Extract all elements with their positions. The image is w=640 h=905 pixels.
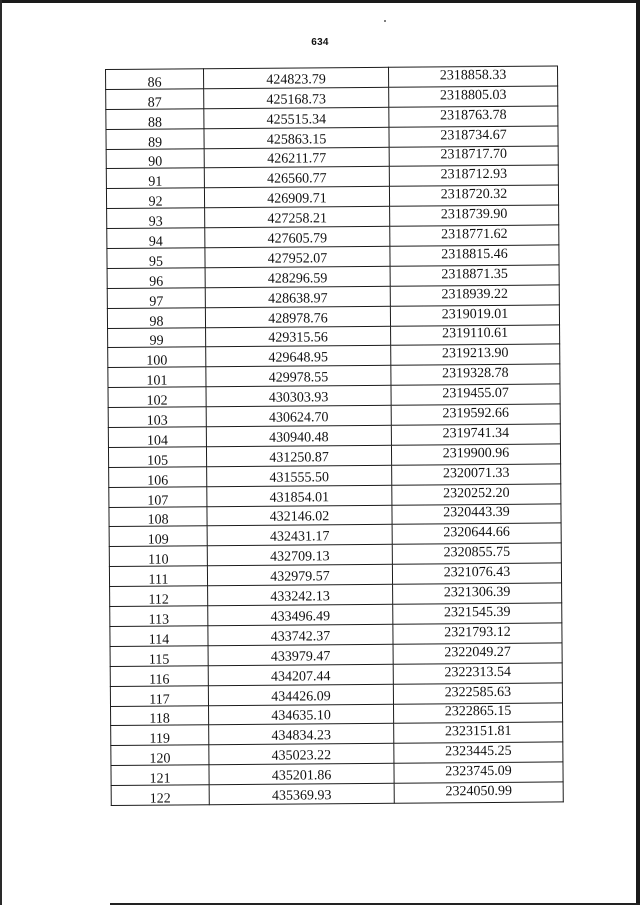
point-number-cell bbox=[107, 208, 205, 229]
cell-text: 431555.50 bbox=[269, 469, 330, 486]
y-coordinate-cell bbox=[391, 444, 560, 465]
x-coordinate-cell bbox=[207, 525, 392, 546]
point-number-cell bbox=[106, 148, 204, 169]
cell-text: 115 bbox=[148, 652, 170, 668]
cell-text: 2318871.35 bbox=[441, 266, 508, 283]
x-coordinate-cell bbox=[205, 207, 390, 228]
y-coordinate-cell bbox=[391, 325, 560, 346]
cell-text: 107 bbox=[147, 493, 169, 509]
point-number-cell bbox=[109, 486, 207, 507]
table-row bbox=[109, 523, 561, 546]
cell-text: 2322049.27 bbox=[444, 644, 511, 661]
y-coordinate-cell bbox=[393, 663, 562, 684]
table-row bbox=[107, 205, 559, 228]
cell-text: 97 bbox=[149, 294, 164, 310]
cell-text: 432146.02 bbox=[269, 509, 330, 526]
point-number-cell bbox=[106, 188, 204, 209]
cell-text: 121 bbox=[149, 771, 171, 787]
cell-text: 2318805.03 bbox=[439, 87, 507, 104]
cell-text: 86 bbox=[147, 75, 162, 91]
cell-text: 104 bbox=[146, 433, 168, 449]
scan-border-top bbox=[0, 0, 640, 3]
cell-text: 2319110.61 bbox=[442, 326, 509, 342]
table-row bbox=[107, 245, 559, 268]
cell-text: 2319019.01 bbox=[441, 306, 509, 322]
cell-text: 2318771.62 bbox=[441, 226, 508, 243]
y-coordinate-cell bbox=[392, 504, 561, 525]
point-number-cell bbox=[111, 745, 209, 766]
y-coordinate-cell bbox=[392, 484, 561, 505]
cell-text: 434207.44 bbox=[270, 668, 331, 685]
cell-text: 98 bbox=[149, 314, 164, 330]
cell-text: 114 bbox=[148, 632, 170, 648]
point-number-cell bbox=[106, 89, 204, 110]
cell-text: 116 bbox=[148, 672, 170, 688]
cell-text: 95 bbox=[148, 254, 164, 270]
y-coordinate-cell bbox=[392, 523, 561, 544]
cell-text: 431854.01 bbox=[269, 489, 330, 506]
y-coordinate-cell bbox=[391, 404, 560, 425]
table-row bbox=[108, 444, 560, 467]
cell-text: 435023.22 bbox=[271, 748, 332, 764]
y-coordinate-cell bbox=[393, 702, 562, 723]
point-number-cell bbox=[108, 447, 206, 468]
cell-text: 2318939.22 bbox=[441, 286, 509, 303]
cell-text: 2318734.67 bbox=[440, 127, 507, 143]
cell-text: 108 bbox=[147, 512, 169, 529]
cell-text: 2318858.33 bbox=[439, 67, 507, 84]
x-coordinate-cell bbox=[206, 366, 391, 387]
cell-text: 2323151.81 bbox=[444, 724, 512, 740]
x-coordinate-cell bbox=[204, 147, 389, 168]
scan-border-left bbox=[0, 0, 2, 905]
cell-text: 2322313.54 bbox=[444, 664, 512, 680]
point-number-cell bbox=[108, 387, 206, 408]
cell-text: 2318712.93 bbox=[440, 167, 508, 183]
table-row bbox=[110, 643, 562, 666]
cell-text: 429648.95 bbox=[268, 350, 329, 367]
x-coordinate-cell bbox=[204, 127, 389, 148]
point-number-cell bbox=[111, 765, 209, 786]
x-coordinate-cell bbox=[208, 624, 393, 645]
cell-text: 435369.93 bbox=[271, 788, 332, 804]
cell-text: 425168.73 bbox=[266, 92, 327, 108]
point-number-cell bbox=[109, 506, 207, 527]
scan-border-right bbox=[636, 0, 640, 905]
cell-text: 102 bbox=[146, 393, 168, 409]
x-coordinate-cell bbox=[204, 167, 389, 188]
x-coordinate-cell bbox=[204, 87, 389, 108]
cell-text: 428296.59 bbox=[267, 271, 328, 287]
cell-text: 434426.09 bbox=[271, 688, 331, 705]
x-coordinate-cell bbox=[208, 664, 393, 685]
x-coordinate-cell bbox=[207, 545, 392, 566]
y-coordinate-cell bbox=[389, 86, 558, 107]
cell-text: 2322865.15 bbox=[444, 704, 512, 720]
cell-text: 2319213.90 bbox=[441, 346, 509, 362]
table-row bbox=[107, 285, 559, 308]
table-row bbox=[106, 106, 558, 129]
y-coordinate-cell bbox=[393, 603, 562, 624]
x-coordinate-cell bbox=[205, 286, 390, 307]
x-coordinate-cell bbox=[206, 445, 391, 466]
cell-text: 2320252.20 bbox=[443, 485, 510, 501]
x-coordinate-cell bbox=[209, 724, 394, 745]
cell-text: 118 bbox=[149, 711, 170, 728]
point-number-cell bbox=[111, 785, 209, 806]
y-coordinate-cell bbox=[389, 126, 558, 147]
point-number-cell bbox=[109, 467, 207, 488]
table-row bbox=[111, 702, 563, 725]
point-number-cell bbox=[110, 646, 208, 667]
cell-text: 93 bbox=[148, 214, 163, 230]
table-row bbox=[110, 623, 562, 646]
point-number-cell bbox=[107, 268, 205, 289]
cell-text: 431250.87 bbox=[269, 450, 329, 466]
x-coordinate-cell bbox=[208, 704, 393, 725]
table-row bbox=[106, 126, 558, 149]
point-number-cell bbox=[110, 685, 208, 706]
cell-text: 430940.48 bbox=[269, 430, 329, 446]
cell-text: 94 bbox=[148, 234, 163, 250]
cell-text: 2324050.99 bbox=[445, 783, 512, 800]
point-number-cell bbox=[108, 407, 206, 428]
table-row bbox=[110, 603, 562, 626]
y-coordinate-cell bbox=[391, 364, 560, 385]
point-number-cell bbox=[109, 526, 207, 547]
cell-text: 87 bbox=[147, 95, 162, 111]
x-coordinate-cell bbox=[207, 465, 392, 486]
table-row bbox=[111, 722, 563, 745]
coordinate-table-container bbox=[105, 65, 562, 805]
point-number-cell bbox=[107, 248, 205, 269]
cell-text: 2319455.07 bbox=[442, 385, 509, 402]
cell-text: 89 bbox=[148, 135, 163, 151]
cell-text: 122 bbox=[149, 791, 171, 807]
cell-text: 430303.93 bbox=[268, 390, 329, 406]
y-coordinate-cell bbox=[392, 543, 561, 564]
cell-text: 429978.55 bbox=[268, 370, 329, 386]
point-number-cell bbox=[111, 705, 209, 726]
cell-text: 426211.77 bbox=[267, 151, 327, 168]
point-number-cell bbox=[107, 228, 205, 249]
cell-text: 428978.76 bbox=[268, 310, 328, 327]
cell-text: 105 bbox=[147, 453, 169, 469]
y-coordinate-cell bbox=[394, 722, 563, 743]
cell-text: 92 bbox=[148, 194, 163, 210]
table-row bbox=[110, 583, 562, 606]
table-row bbox=[106, 165, 558, 188]
y-coordinate-cell bbox=[393, 643, 562, 664]
table-row bbox=[107, 265, 559, 288]
y-coordinate-cell bbox=[389, 165, 558, 186]
cell-text: 2319328.78 bbox=[442, 366, 509, 382]
cell-text: 2321793.12 bbox=[444, 624, 511, 641]
point-number-cell bbox=[106, 69, 204, 90]
y-coordinate-cell bbox=[391, 424, 560, 445]
cell-text: 425515.34 bbox=[266, 111, 327, 128]
table-row bbox=[110, 683, 562, 706]
table-body bbox=[106, 66, 564, 805]
y-coordinate-cell bbox=[391, 344, 560, 365]
cell-text: 432979.57 bbox=[270, 569, 330, 585]
point-number-cell bbox=[107, 288, 205, 309]
cell-text: 427952.07 bbox=[267, 251, 328, 267]
x-coordinate-cell bbox=[209, 763, 394, 784]
table-row bbox=[109, 563, 561, 586]
point-number-cell bbox=[108, 367, 206, 388]
y-coordinate-cell bbox=[389, 146, 558, 167]
x-coordinate-cell bbox=[207, 565, 392, 586]
y-coordinate-cell bbox=[388, 66, 557, 87]
x-coordinate-cell bbox=[206, 425, 391, 446]
cell-text: 433979.47 bbox=[270, 648, 331, 665]
y-coordinate-cell bbox=[394, 782, 563, 803]
cell-text: 2318739.90 bbox=[440, 206, 508, 223]
x-coordinate-cell bbox=[208, 584, 393, 605]
x-coordinate-cell bbox=[204, 67, 389, 88]
table-row bbox=[106, 86, 558, 109]
cell-text: 433742.37 bbox=[270, 629, 331, 645]
cell-text: 424823.79 bbox=[266, 72, 326, 88]
table-row bbox=[109, 543, 561, 566]
point-number-cell bbox=[110, 606, 208, 627]
y-coordinate-cell bbox=[393, 683, 562, 704]
cell-text: 90 bbox=[148, 155, 163, 171]
y-coordinate-cell bbox=[390, 285, 559, 306]
cell-text: 2319741.34 bbox=[442, 425, 510, 442]
cell-text: 2320443.39 bbox=[443, 505, 510, 521]
y-coordinate-cell bbox=[390, 205, 559, 226]
table-row bbox=[106, 66, 558, 89]
table-row bbox=[109, 484, 561, 507]
y-coordinate-cell bbox=[393, 623, 562, 644]
cell-text: 111 bbox=[148, 572, 169, 588]
table-row bbox=[108, 325, 560, 348]
cell-text: 2323745.09 bbox=[445, 763, 512, 780]
table-row bbox=[109, 464, 561, 487]
cell-text: 2321306.39 bbox=[443, 584, 511, 601]
y-coordinate-cell bbox=[389, 106, 558, 127]
cell-text: 429315.56 bbox=[268, 330, 328, 347]
cell-text: 2320071.33 bbox=[442, 465, 510, 482]
y-coordinate-cell bbox=[390, 305, 559, 326]
table-row bbox=[107, 305, 559, 328]
x-coordinate-cell bbox=[207, 505, 392, 526]
cell-text: 430624.70 bbox=[268, 410, 329, 426]
cell-text: 100 bbox=[146, 353, 168, 370]
table-row bbox=[108, 364, 560, 387]
cell-text: 2322585.63 bbox=[444, 684, 512, 700]
cell-text: 2318763.78 bbox=[440, 107, 507, 124]
cell-text: 425863.15 bbox=[266, 131, 327, 148]
cell-text: 109 bbox=[147, 532, 169, 549]
y-coordinate-cell bbox=[390, 245, 559, 266]
cell-text: 432709.13 bbox=[270, 549, 330, 565]
cell-text: 110 bbox=[148, 552, 169, 568]
x-coordinate-cell bbox=[206, 386, 391, 407]
point-number-cell bbox=[110, 626, 208, 647]
y-coordinate-cell bbox=[391, 384, 560, 405]
x-coordinate-cell bbox=[209, 744, 394, 765]
cell-text: 434635.10 bbox=[271, 708, 331, 725]
y-coordinate-cell bbox=[390, 265, 559, 286]
y-coordinate-cell bbox=[392, 563, 561, 584]
cell-text: 2320855.75 bbox=[443, 545, 511, 561]
cell-text: 91 bbox=[148, 174, 163, 191]
point-number-cell bbox=[110, 586, 208, 607]
cell-text: 117 bbox=[149, 692, 170, 708]
point-number-cell bbox=[108, 427, 206, 448]
cell-text: 432431.17 bbox=[269, 529, 330, 546]
cell-text: 435201.86 bbox=[271, 768, 332, 784]
cell-text: 103 bbox=[146, 413, 168, 429]
x-coordinate-cell bbox=[206, 326, 391, 347]
point-number-cell bbox=[107, 307, 205, 328]
x-coordinate-cell bbox=[204, 107, 389, 128]
x-coordinate-cell bbox=[205, 246, 390, 267]
y-coordinate-cell bbox=[390, 225, 559, 246]
page-number: 634 bbox=[311, 37, 329, 48]
table-row bbox=[106, 146, 558, 169]
cell-text: 2321545.39 bbox=[443, 604, 511, 621]
table-row bbox=[110, 663, 562, 686]
point-number-cell bbox=[108, 327, 206, 348]
point-number-cell bbox=[106, 109, 204, 130]
scan-speck bbox=[384, 20, 386, 22]
table-row bbox=[106, 185, 558, 208]
y-coordinate-cell bbox=[394, 762, 563, 783]
x-coordinate-cell bbox=[209, 783, 394, 804]
point-number-cell bbox=[106, 128, 204, 149]
cell-text: 106 bbox=[147, 473, 169, 489]
cell-text: 113 bbox=[148, 612, 170, 628]
y-coordinate-cell bbox=[389, 185, 558, 206]
cell-text: 433242.13 bbox=[270, 589, 330, 605]
y-coordinate-cell bbox=[393, 583, 562, 604]
cell-text: 2318815.46 bbox=[441, 246, 508, 263]
table-row bbox=[111, 762, 563, 785]
cell-text: 427605.79 bbox=[267, 231, 328, 247]
cell-text: 120 bbox=[149, 751, 171, 767]
table-row bbox=[111, 782, 563, 805]
cell-text: 96 bbox=[149, 274, 164, 290]
cell-text: 434834.23 bbox=[271, 728, 332, 744]
cell-text: 427258.21 bbox=[267, 211, 327, 227]
x-coordinate-cell bbox=[206, 405, 391, 426]
cell-text: 426909.71 bbox=[267, 191, 327, 207]
cell-text: 99 bbox=[149, 334, 164, 350]
cell-text: 101 bbox=[146, 373, 168, 389]
x-coordinate-cell bbox=[205, 226, 390, 247]
x-coordinate-cell bbox=[208, 644, 393, 665]
table-row bbox=[111, 742, 563, 765]
cell-text: 2318720.32 bbox=[440, 187, 508, 203]
cell-text: 2319900.96 bbox=[442, 445, 510, 462]
x-coordinate-cell bbox=[204, 187, 389, 208]
x-coordinate-cell bbox=[205, 306, 390, 327]
cell-text: 433496.49 bbox=[270, 609, 331, 625]
table-row bbox=[108, 424, 560, 447]
x-coordinate-cell bbox=[205, 266, 390, 287]
x-coordinate-cell bbox=[207, 485, 392, 506]
table-row bbox=[109, 504, 561, 527]
y-coordinate-cell bbox=[394, 742, 563, 763]
cell-text: 2321076.43 bbox=[443, 564, 511, 581]
cell-text: 2319592.66 bbox=[442, 405, 510, 422]
point-number-cell bbox=[108, 347, 206, 368]
cell-text: 428638.97 bbox=[268, 290, 328, 307]
point-number-cell bbox=[106, 168, 204, 189]
cell-text: 119 bbox=[149, 731, 171, 747]
x-coordinate-cell bbox=[208, 604, 393, 625]
cell-text: 112 bbox=[148, 592, 169, 608]
point-number-cell bbox=[110, 665, 208, 686]
table-row bbox=[107, 225, 559, 248]
point-number-cell bbox=[109, 546, 207, 567]
cell-text: 2320644.66 bbox=[443, 525, 510, 541]
x-coordinate-cell bbox=[206, 346, 391, 367]
point-number-cell bbox=[109, 566, 207, 587]
point-number-cell bbox=[111, 725, 209, 746]
x-coordinate-cell bbox=[208, 684, 393, 705]
cell-text: 2318717.70 bbox=[440, 147, 507, 163]
cell-text: 426560.77 bbox=[267, 171, 327, 188]
y-coordinate-cell bbox=[392, 464, 561, 485]
table-row bbox=[108, 344, 560, 367]
cell-text: 88 bbox=[147, 115, 162, 131]
coordinate-table bbox=[105, 65, 564, 805]
cell-text: 2323445.25 bbox=[445, 743, 512, 760]
